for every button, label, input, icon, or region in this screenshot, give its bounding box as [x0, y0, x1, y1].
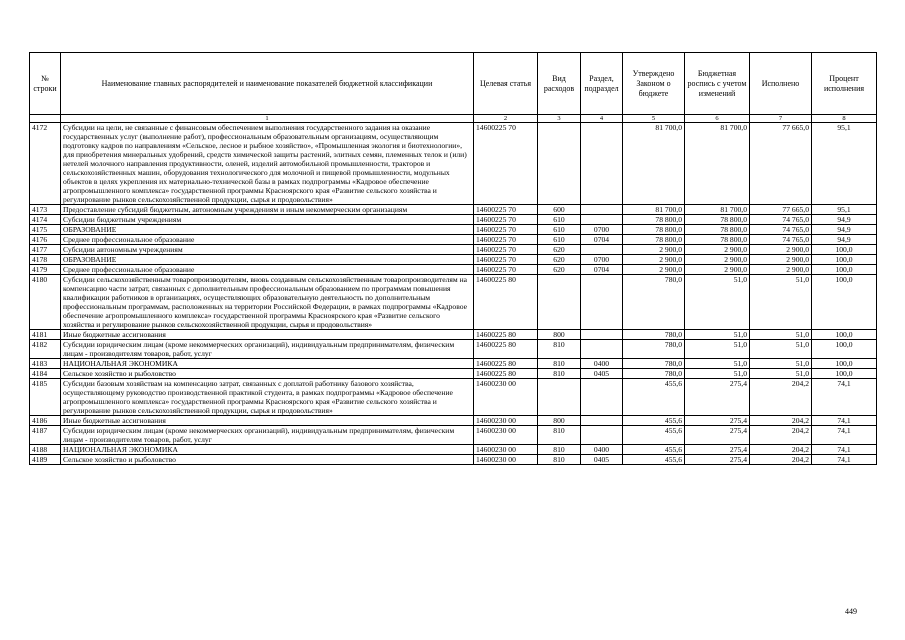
- row-executed-cell: 74 765,0: [750, 225, 812, 235]
- row-target-cell: 14600225 80: [474, 369, 538, 379]
- row-number-cell: 4180: [30, 275, 61, 330]
- row-executed-cell: 204,2: [750, 416, 812, 426]
- row-name-cell: Субсидии базовым хозяйствам на компенсацию затрат, связанных с доплатой работнику базового хозяйства, осуществляющему руководство производственной практикой студента, в рамках подпрограммы «Кадровое обеспечение агропромышленного комплекса» государственной программы Красноярского края «Развитие сельского хозяйства и регулирование рынков сельскохозяйственной продукции, сырья и продовольствия»: [61, 379, 474, 416]
- row-percent-cell: 100,0: [812, 359, 877, 369]
- table-row: [30, 225, 877, 235]
- row-approved-cell: 455,6: [623, 445, 685, 455]
- row-section-cell: [581, 245, 623, 255]
- row-approved-cell: 78 800,0: [623, 215, 685, 225]
- table-row: [30, 359, 877, 369]
- row-revised-cell: 78 800,0: [685, 215, 750, 225]
- row-number-cell: 4181: [30, 330, 61, 340]
- row-target-cell: 14600225 80: [474, 340, 538, 359]
- row-executed-cell: 2 900,0: [750, 265, 812, 275]
- row-section-cell: 0405: [581, 369, 623, 379]
- row-revised-cell: 275,4: [685, 379, 750, 416]
- row-target-cell: 14600225 70: [474, 265, 538, 275]
- row-approved-cell: 81 700,0: [623, 205, 685, 215]
- row-type-cell: 620: [538, 255, 581, 265]
- row-revised-cell: 2 900,0: [685, 245, 750, 255]
- row-name-cell: Сельское хозяйство и рыболовство: [61, 369, 474, 379]
- row-section-cell: [581, 205, 623, 215]
- row-name-cell: Субсидии автономным учреждениям: [61, 245, 474, 255]
- row-number-cell: 4189: [30, 455, 61, 465]
- row-section-cell: 0400: [581, 359, 623, 369]
- header-type: Вид расходов: [538, 53, 581, 115]
- row-section-cell: 0700: [581, 255, 623, 265]
- table-row: [30, 330, 877, 340]
- row-executed-cell: 74 765,0: [750, 215, 812, 225]
- row-type-cell: 610: [538, 215, 581, 225]
- table-row: [30, 455, 877, 465]
- row-executed-cell: 204,2: [750, 455, 812, 465]
- row-name-cell: НАЦИОНАЛЬНАЯ ЭКОНОМИКА: [61, 445, 474, 455]
- row-type-cell: 810: [538, 359, 581, 369]
- row-type-cell: 620: [538, 245, 581, 255]
- row-number-cell: 4182: [30, 340, 61, 359]
- row-revised-cell: 275,4: [685, 455, 750, 465]
- column-number: 7: [750, 115, 812, 123]
- column-number: 3: [538, 115, 581, 123]
- row-executed-cell: 51,0: [750, 369, 812, 379]
- row-percent-cell: 100,0: [812, 369, 877, 379]
- row-number-cell: 4183: [30, 359, 61, 369]
- row-percent-cell: 74,1: [812, 379, 877, 416]
- row-approved-cell: 2 900,0: [623, 265, 685, 275]
- row-revised-cell: 2 900,0: [685, 255, 750, 265]
- row-executed-cell: 77 665,0: [750, 205, 812, 215]
- row-approved-cell: 780,0: [623, 330, 685, 340]
- row-section-cell: 0400: [581, 445, 623, 455]
- table-row: [30, 426, 877, 445]
- row-approved-cell: 81 700,0: [623, 123, 685, 205]
- row-type-cell: 810: [538, 426, 581, 445]
- row-percent-cell: 100,0: [812, 255, 877, 265]
- row-revised-cell: 275,4: [685, 426, 750, 445]
- row-name-cell: ОБРАЗОВАНИЕ: [61, 255, 474, 265]
- row-approved-cell: 455,6: [623, 426, 685, 445]
- row-target-cell: 14600230 00: [474, 416, 538, 426]
- table-row: [30, 369, 877, 379]
- page-number: 449: [845, 607, 857, 616]
- table-row: [30, 340, 877, 359]
- row-target-cell: 14600225 70: [474, 255, 538, 265]
- row-number-cell: 4175: [30, 225, 61, 235]
- row-target-cell: 14600225 70: [474, 225, 538, 235]
- row-target-cell: 14600225 70: [474, 235, 538, 245]
- row-section-cell: [581, 426, 623, 445]
- row-section-cell: 0700: [581, 225, 623, 235]
- header-section: Раздел, подраздел: [581, 53, 623, 115]
- header-name: Наименование главных распорядителей и наименование показателей бюджетной классификации: [61, 53, 474, 115]
- row-target-cell: 14600225 70: [474, 245, 538, 255]
- row-revised-cell: 78 800,0: [685, 225, 750, 235]
- header-percent: Процент исполнения: [812, 53, 877, 115]
- row-executed-cell: 204,2: [750, 379, 812, 416]
- row-section-cell: 0704: [581, 265, 623, 275]
- header-executed: Исполнено: [750, 53, 812, 115]
- row-revised-cell: 51,0: [685, 330, 750, 340]
- column-number: 5: [623, 115, 685, 123]
- row-percent-cell: 95,1: [812, 205, 877, 215]
- row-number-cell: 4178: [30, 255, 61, 265]
- row-section-cell: 0405: [581, 455, 623, 465]
- row-name-cell: ОБРАЗОВАНИЕ: [61, 225, 474, 235]
- table-row: [30, 123, 877, 205]
- row-number-cell: 4176: [30, 235, 61, 245]
- row-section-cell: [581, 123, 623, 205]
- table-row: [30, 205, 877, 215]
- column-number-row: [30, 115, 877, 123]
- row-name-cell: Предоставление субсидий бюджетным, автономным учреждениям и иным некоммерческим организациям: [61, 205, 474, 215]
- row-percent-cell: 100,0: [812, 245, 877, 255]
- row-percent-cell: 74,1: [812, 455, 877, 465]
- column-number: 6: [685, 115, 750, 123]
- row-percent-cell: 94,9: [812, 235, 877, 245]
- row-type-cell: [538, 275, 581, 330]
- row-target-cell: 14600225 80: [474, 330, 538, 340]
- row-percent-cell: 100,0: [812, 330, 877, 340]
- row-executed-cell: 77 665,0: [750, 123, 812, 205]
- row-percent-cell: 74,1: [812, 416, 877, 426]
- budget-table: [29, 52, 877, 465]
- row-approved-cell: 780,0: [623, 340, 685, 359]
- row-approved-cell: 780,0: [623, 369, 685, 379]
- row-executed-cell: 204,2: [750, 445, 812, 455]
- row-type-cell: 610: [538, 225, 581, 235]
- row-number-cell: 4173: [30, 205, 61, 215]
- row-approved-cell: 455,6: [623, 416, 685, 426]
- row-executed-cell: 2 900,0: [750, 245, 812, 255]
- column-number: 8: [812, 115, 877, 123]
- row-percent-cell: 95,1: [812, 123, 877, 205]
- row-section-cell: [581, 416, 623, 426]
- row-percent-cell: 100,0: [812, 275, 877, 330]
- row-target-cell: 14600230 00: [474, 379, 538, 416]
- table-row: [30, 215, 877, 225]
- row-approved-cell: 780,0: [623, 275, 685, 330]
- row-name-cell: Субсидии сельскохозяйственным товаропроизводителям, вновь созданным сельскохозяйственным товаропроизводителям на компенсацию части затрат, связанных с дополнительным профессиональным образованием по программам повышения квалификации работников в организациях, осуществляющих образовательную деятельность по дополнительным профессиональным программам, расположенных на территории Российской Федерации, в рамках подпрограммы «Кадровое обеспечение агропромышленного комплекса» государственной программы Красноярского края «Развитие сельского хозяйства и регулирование рынков сельскохозяйственной продукции, сырья и продовольствия»: [61, 275, 474, 330]
- row-section-cell: [581, 215, 623, 225]
- header-revised: Бюджетная роспись с учетом изменений: [685, 53, 750, 115]
- row-executed-cell: 51,0: [750, 330, 812, 340]
- table-row: [30, 265, 877, 275]
- column-number: [30, 115, 61, 123]
- row-percent-cell: 100,0: [812, 340, 877, 359]
- row-percent-cell: 74,1: [812, 445, 877, 455]
- header-target: Целевая статья: [474, 53, 538, 115]
- row-target-cell: 14600230 00: [474, 445, 538, 455]
- column-number: 4: [581, 115, 623, 123]
- row-name-cell: Среднее профессиональное образование: [61, 235, 474, 245]
- row-section-cell: [581, 340, 623, 359]
- row-type-cell: 610: [538, 235, 581, 245]
- row-name-cell: Субсидии юридическим лицам (кроме некоммерческих организаций), индивидуальным предпринимателям, физическим лицам - производителям товаров, работ, услуг: [61, 340, 474, 359]
- column-number: 1: [61, 115, 474, 123]
- row-target-cell: 14600225 70: [474, 205, 538, 215]
- row-name-cell: Субсидии на цели, не связанные с финансовым обеспечением выполнения государственного задания на оказание государственных услуг (выполнение работ), профессиональным образовательным организациям, осуществляющим подготовку кадров по направлениям «Сельское, лесное и рыбное хозяйство», «Промышленная экология и биотехнологии», для приобретения минеральных удобрений, средств химической защиты растений, элитных семян, племенных телок и (или) нетелей молочного направления продуктивности, оленей, изделий автомобильной промышленности, тракторов и сельскохозяйственных машин, оборудования технологического для молочной и пищевой промышленности, модульных объектов в целях укрепления их материально-технической базы в рамках подпрограммы «Кадровое обеспечение агропромышленного комплекса» государственной программы Красноярского края «Развитие сельского хозяйства и регулирование рынков сельскохозяйственной продукции, сырья и продовольствия»: [61, 123, 474, 205]
- row-section-cell: [581, 330, 623, 340]
- row-type-cell: 800: [538, 330, 581, 340]
- row-approved-cell: 455,6: [623, 455, 685, 465]
- row-revised-cell: 51,0: [685, 340, 750, 359]
- header-approved: Утверждено Законом о бюджете: [623, 53, 685, 115]
- row-number-cell: 4177: [30, 245, 61, 255]
- table-row: [30, 379, 877, 416]
- row-name-cell: Иные бюджетные ассигнования: [61, 330, 474, 340]
- row-executed-cell: 51,0: [750, 340, 812, 359]
- row-type-cell: 810: [538, 445, 581, 455]
- row-target-cell: 14600225 70: [474, 215, 538, 225]
- row-name-cell: Субсидии бюджетным учреждениям: [61, 215, 474, 225]
- row-revised-cell: 51,0: [685, 275, 750, 330]
- row-section-cell: [581, 275, 623, 330]
- row-number-cell: 4186: [30, 416, 61, 426]
- row-executed-cell: 204,2: [750, 426, 812, 445]
- row-type-cell: 810: [538, 455, 581, 465]
- row-number-cell: 4187: [30, 426, 61, 445]
- row-target-cell: 14600225 80: [474, 359, 538, 369]
- column-number: 2: [474, 115, 538, 123]
- table-row: [30, 416, 877, 426]
- table-row: [30, 445, 877, 455]
- row-approved-cell: 2 900,0: [623, 245, 685, 255]
- table-row: [30, 235, 877, 245]
- row-approved-cell: 78 800,0: [623, 225, 685, 235]
- row-percent-cell: 94,9: [812, 225, 877, 235]
- row-approved-cell: 780,0: [623, 359, 685, 369]
- row-percent-cell: 100,0: [812, 265, 877, 275]
- table-row: [30, 255, 877, 265]
- row-type-cell: 600: [538, 205, 581, 215]
- row-approved-cell: 78 800,0: [623, 235, 685, 245]
- row-target-cell: 14600225 80: [474, 275, 538, 330]
- row-revised-cell: 78 800,0: [685, 235, 750, 245]
- row-name-cell: Иные бюджетные ассигнования: [61, 416, 474, 426]
- row-executed-cell: 51,0: [750, 275, 812, 330]
- row-target-cell: 14600230 00: [474, 455, 538, 465]
- row-type-cell: 620: [538, 265, 581, 275]
- row-revised-cell: 81 700,0: [685, 123, 750, 205]
- row-number-cell: 4179: [30, 265, 61, 275]
- row-percent-cell: 94,9: [812, 215, 877, 225]
- row-section-cell: 0704: [581, 235, 623, 245]
- row-target-cell: 14600230 00: [474, 426, 538, 445]
- row-percent-cell: 74,1: [812, 426, 877, 445]
- row-name-cell: НАЦИОНАЛЬНАЯ ЭКОНОМИКА: [61, 359, 474, 369]
- row-name-cell: Субсидии юридическим лицам (кроме некоммерческих организаций), индивидуальным предпринимателям, физическим лицам - производителям товаров, работ, услуг: [61, 426, 474, 445]
- row-name-cell: Среднее профессиональное образование: [61, 265, 474, 275]
- row-section-cell: [581, 379, 623, 416]
- row-number-cell: 4174: [30, 215, 61, 225]
- row-number-cell: 4184: [30, 369, 61, 379]
- row-name-cell: Сельское хозяйство и рыболовство: [61, 455, 474, 465]
- table-row: [30, 275, 877, 330]
- row-type-cell: [538, 379, 581, 416]
- row-number-cell: 4188: [30, 445, 61, 455]
- row-approved-cell: 455,6: [623, 379, 685, 416]
- row-number-cell: 4172: [30, 123, 61, 205]
- header-num: № строки: [30, 53, 61, 115]
- row-approved-cell: 2 900,0: [623, 255, 685, 265]
- row-revised-cell: 81 700,0: [685, 205, 750, 215]
- row-type-cell: 810: [538, 340, 581, 359]
- row-type-cell: [538, 123, 581, 205]
- row-revised-cell: 2 900,0: [685, 265, 750, 275]
- row-executed-cell: 74 765,0: [750, 235, 812, 245]
- row-number-cell: 4185: [30, 379, 61, 416]
- table-header-row: [30, 53, 877, 115]
- table-row: [30, 245, 877, 255]
- row-revised-cell: 51,0: [685, 369, 750, 379]
- row-target-cell: 14600225 70: [474, 123, 538, 205]
- row-type-cell: 810: [538, 369, 581, 379]
- row-executed-cell: 51,0: [750, 359, 812, 369]
- row-executed-cell: 2 900,0: [750, 255, 812, 265]
- row-type-cell: 800: [538, 416, 581, 426]
- row-revised-cell: 51,0: [685, 359, 750, 369]
- row-revised-cell: 275,4: [685, 445, 750, 455]
- row-revised-cell: 275,4: [685, 416, 750, 426]
